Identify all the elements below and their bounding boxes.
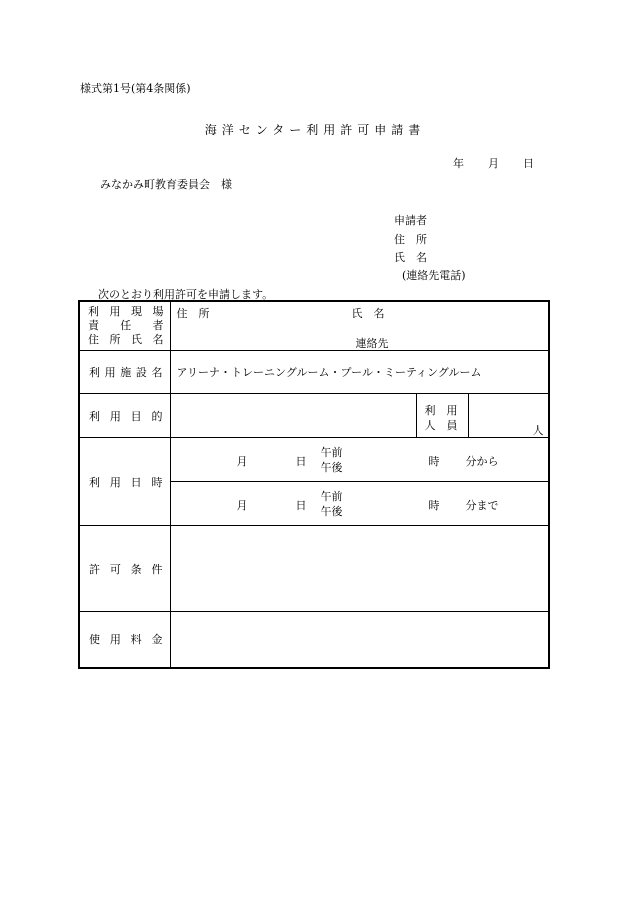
purpose-label-cell — [79, 394, 170, 438]
datetime-from-cell[interactable] — [170, 438, 549, 482]
fee-cell[interactable] — [170, 612, 549, 668]
table-row — [79, 526, 549, 612]
table-row — [79, 301, 549, 351]
facility-label: 利 用 施 設 名 — [89, 366, 163, 379]
fee-label-cell — [79, 612, 170, 668]
intro-text: 次のとおり利用許可を申請します。 — [98, 288, 274, 301]
datetime-label-cell — [79, 438, 170, 526]
attendees-label-line2: 人 員 — [424, 419, 458, 432]
table-row — [79, 612, 549, 668]
datetime-to-cell[interactable] — [170, 482, 549, 526]
applicant-phone-label: (連絡先電話) — [402, 269, 466, 282]
applicant-name-label: 氏 名 — [394, 251, 427, 264]
facility-label-cell — [79, 351, 170, 394]
applicant-label: 申請者 — [394, 214, 427, 227]
attendees-label-line1: 利 用 — [424, 404, 458, 417]
from-pm-label: 午後 — [320, 461, 343, 474]
addressee: みなかみ町教育委員会 様 — [100, 178, 232, 191]
date-day-label: 日 — [523, 157, 534, 170]
facility-value[interactable]: アリーナ・トレーニングルーム・プール・ミーティングルーム — [170, 351, 549, 394]
from-day-label: 日 — [295, 455, 307, 468]
to-pm-label: 午後 — [320, 505, 343, 518]
table-row — [79, 438, 549, 482]
conditions-label: 許 可 条 件 — [89, 562, 163, 576]
datetime-label: 利 用 日 時 — [89, 475, 163, 489]
from-hour-label: 時 — [428, 455, 440, 468]
document-title: 海洋センター利用許可申請書 — [204, 123, 426, 137]
date-year-label: 年 — [453, 157, 464, 170]
applicant-address-label: 住 所 — [394, 233, 427, 246]
from-month-label: 月 — [236, 455, 248, 468]
supervisor-address-label: 住 所 — [176, 307, 210, 320]
purpose-cell[interactable] — [170, 394, 549, 438]
attendees-unit: 人 — [532, 424, 544, 437]
to-day-label: 日 — [295, 499, 307, 512]
label-line: 責 任 者 — [88, 319, 164, 332]
to-suffix-label: 分まで — [465, 499, 499, 512]
to-month-label: 月 — [236, 499, 248, 512]
application-form-table — [78, 300, 550, 669]
supervisor-name-label: 氏 名 — [351, 307, 385, 320]
supervisor-info-cell[interactable] — [170, 301, 549, 351]
to-hour-label: 時 — [428, 499, 440, 512]
table-row — [79, 394, 549, 438]
label-line: 利 用 現 場 — [88, 305, 164, 318]
from-am-label: 午前 — [320, 446, 343, 459]
conditions-cell[interactable] — [170, 526, 549, 612]
label-line: 住 所 氏 名 — [88, 333, 164, 346]
supervisor-label-cell — [79, 301, 170, 351]
from-suffix-label: 分から — [465, 455, 499, 468]
purpose-label: 利 用 目 的 — [89, 409, 163, 423]
form-number: 様式第1号(第4条関係) — [80, 82, 191, 95]
date-month-label: 月 — [488, 157, 499, 170]
conditions-label-cell — [79, 526, 170, 612]
to-am-label: 午前 — [320, 490, 343, 503]
fee-label: 使 用 料 金 — [89, 633, 163, 647]
supervisor-contact-label: 連絡先 — [355, 337, 389, 350]
table-row — [79, 351, 549, 394]
